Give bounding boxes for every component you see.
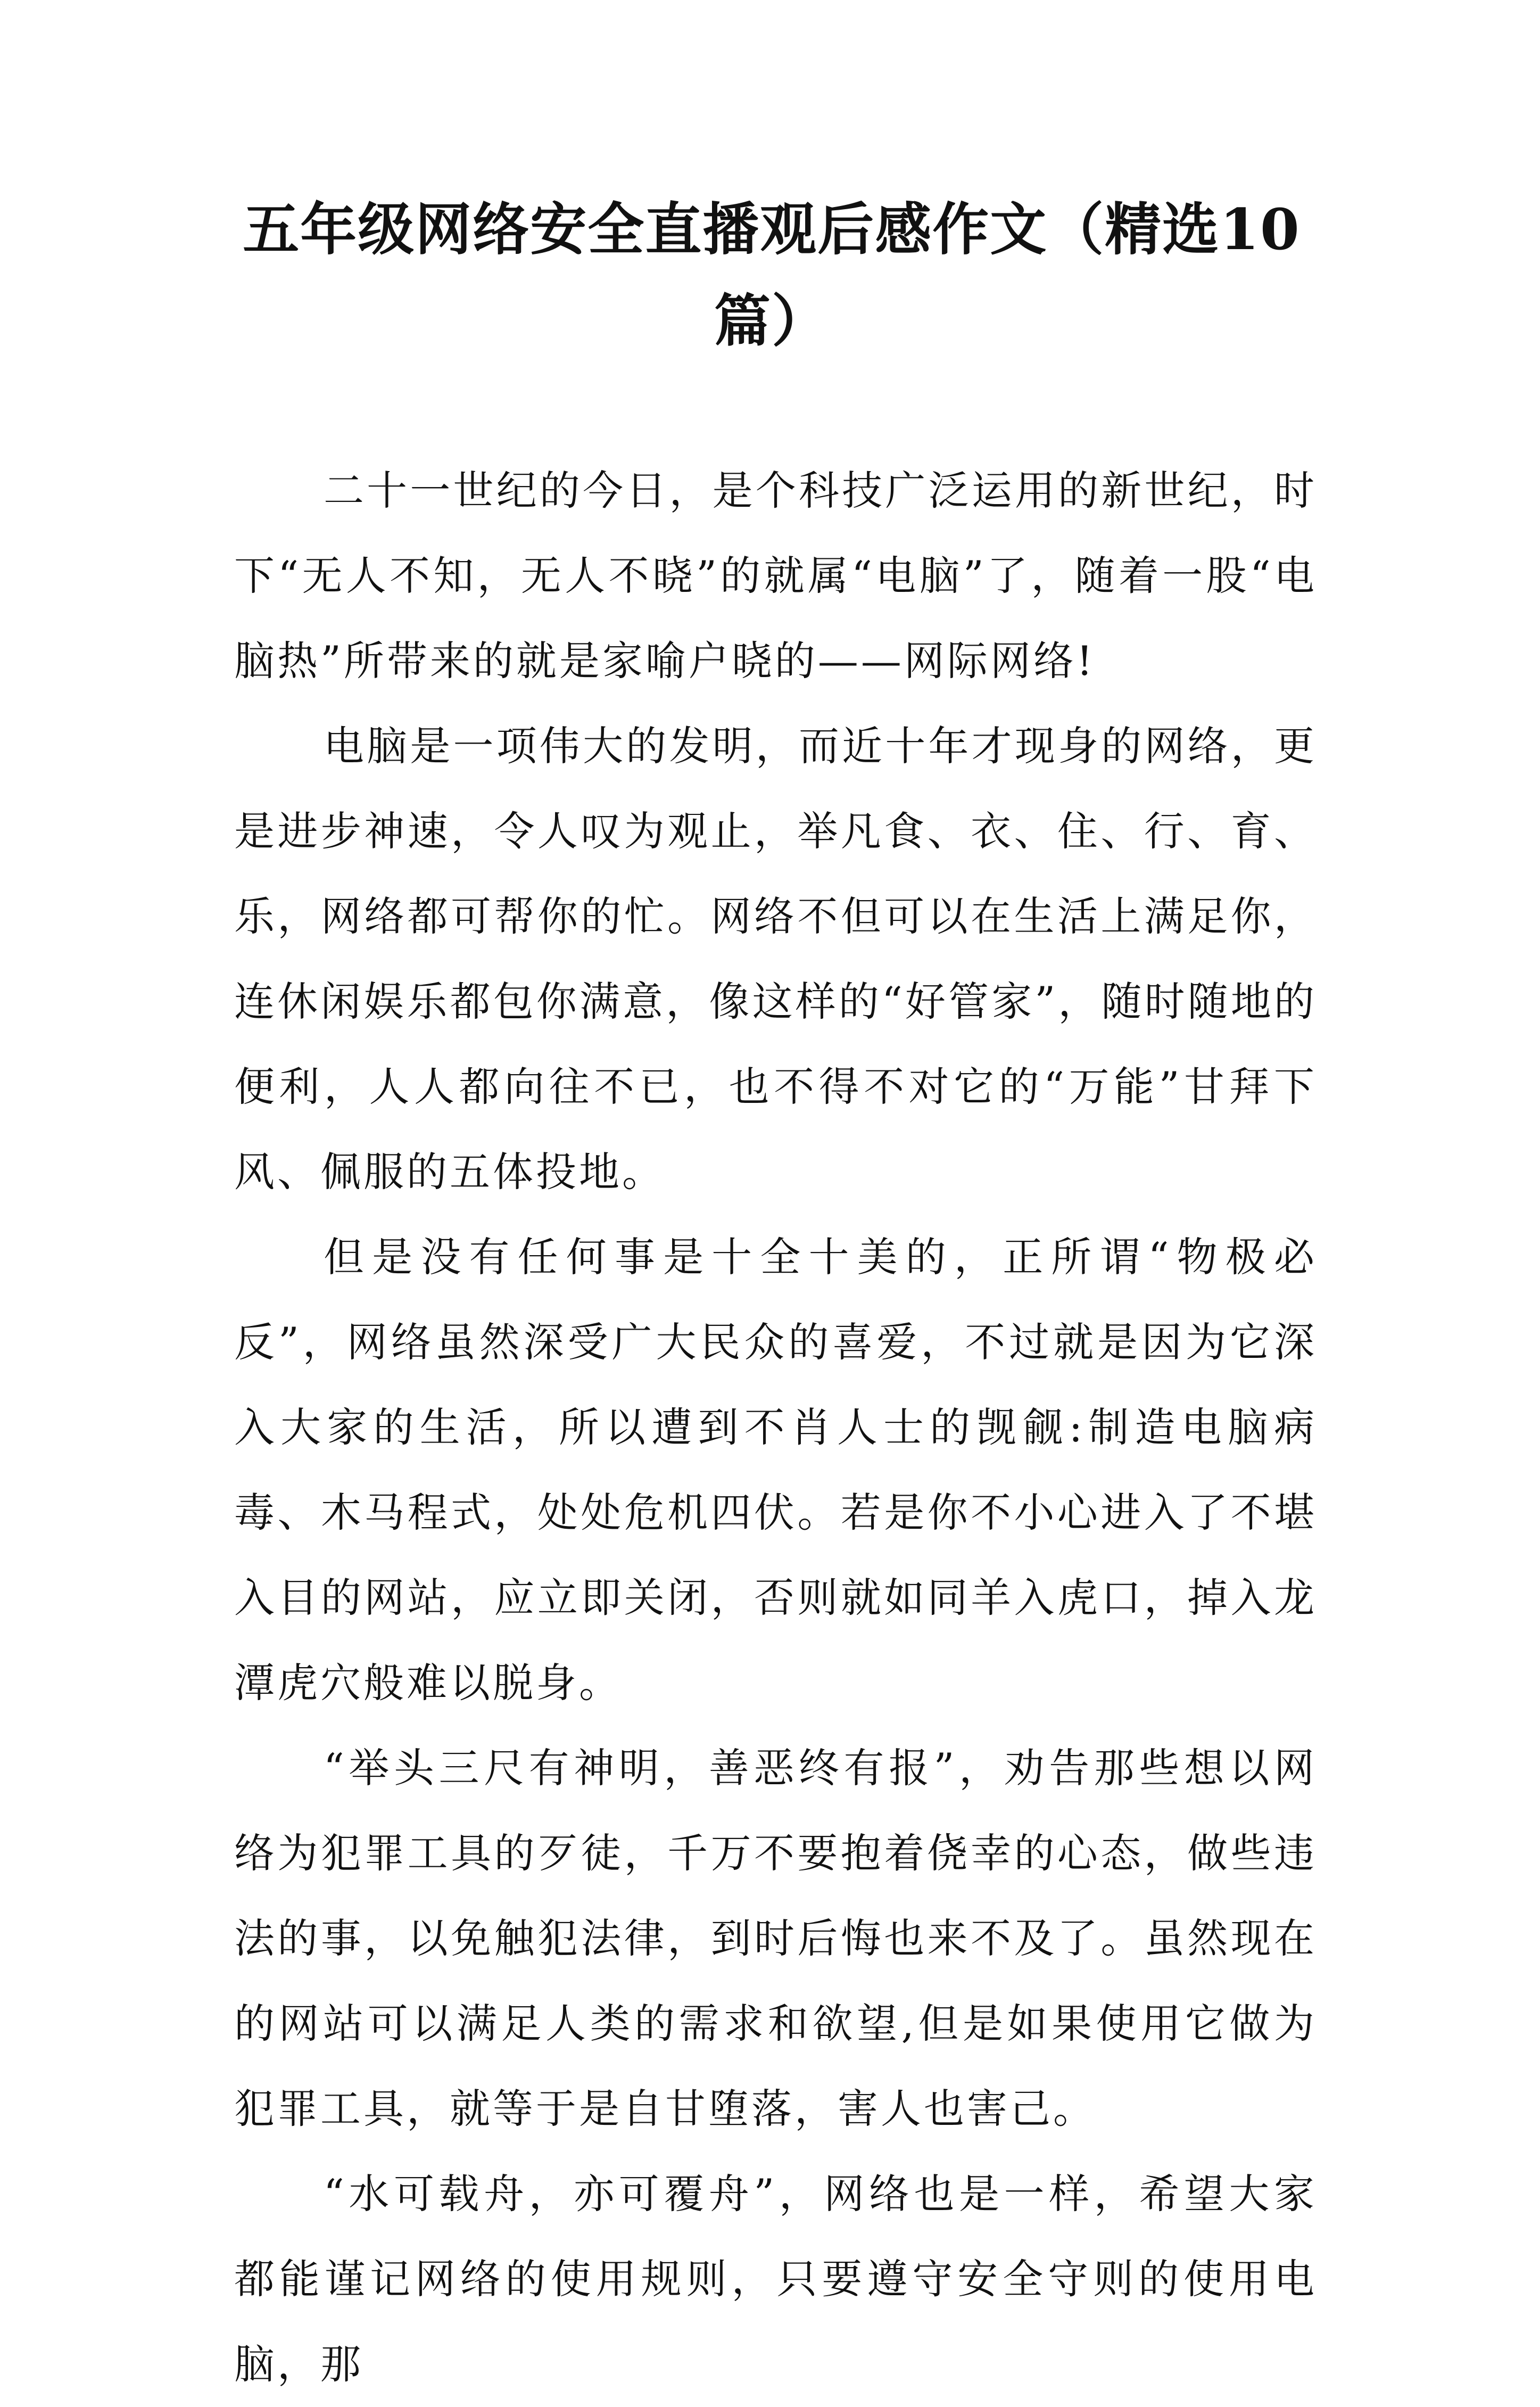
paragraph-1: 二十一世纪的今日，是个科技广泛运用的新世纪，时下“无人不知，无人不晓”的就属“电脑”了，随着一股“电脑热”所带来的就是家喻户晓的——网际网络!	[234, 467, 1317, 685]
paragraph-2: 电脑是一项伟大的发明，而近十年才现身的网络，更是进步神速，令人叹为观止，举凡食、衣、住、行、育、乐，网络都可帮你的忙。网络不但可以在生活上满足你，连休闲娱乐都包你满意，像这样的“好管家”，随时随地的便利，人人都向往不已，也不得不对它的“万能”甘拜下风、佩服的五体投地。	[234, 722, 1317, 1196]
document-body	[234, 448, 1317, 2407]
paragraph-3: 但是没有任何事是十全十美的，正所谓“物极必反”，网络虽然深受广大民众的喜爱，不过就是因为它深入大家的生活，所以遭到不肖人士的觊觎:制造电脑病毒、木马程式，处处危机四伏。若是你不小心进入了不堪入目的网站，应立即关闭，否则就如同羊入虎口，掉入龙潭虎穴般难以脱身。	[234, 1233, 1317, 1707]
document-title: 五年级网络安全直播观后感作文（精选10篇）	[243, 196, 1301, 354]
paragraph-4: “举头三尺有神明，善恶终有报”，劝告那些想以网络为犯罪工具的歹徒，千万不要抱着侥幸的心态，做些违法的事，以免触犯法律，到时后悔也来不及了。虽然现在的网站可以满足人类的需求和欲望,但是如果使用它做为犯罪工具，就等于是自甘堕落，害人也害己。	[234, 1744, 1317, 2132]
paragraph-5: “水可载舟，亦可覆舟”，网络也是一样，希望大家都能谨记网络的使用规则，只要遵守安全守则的使用电脑，那	[234, 2170, 1317, 2388]
